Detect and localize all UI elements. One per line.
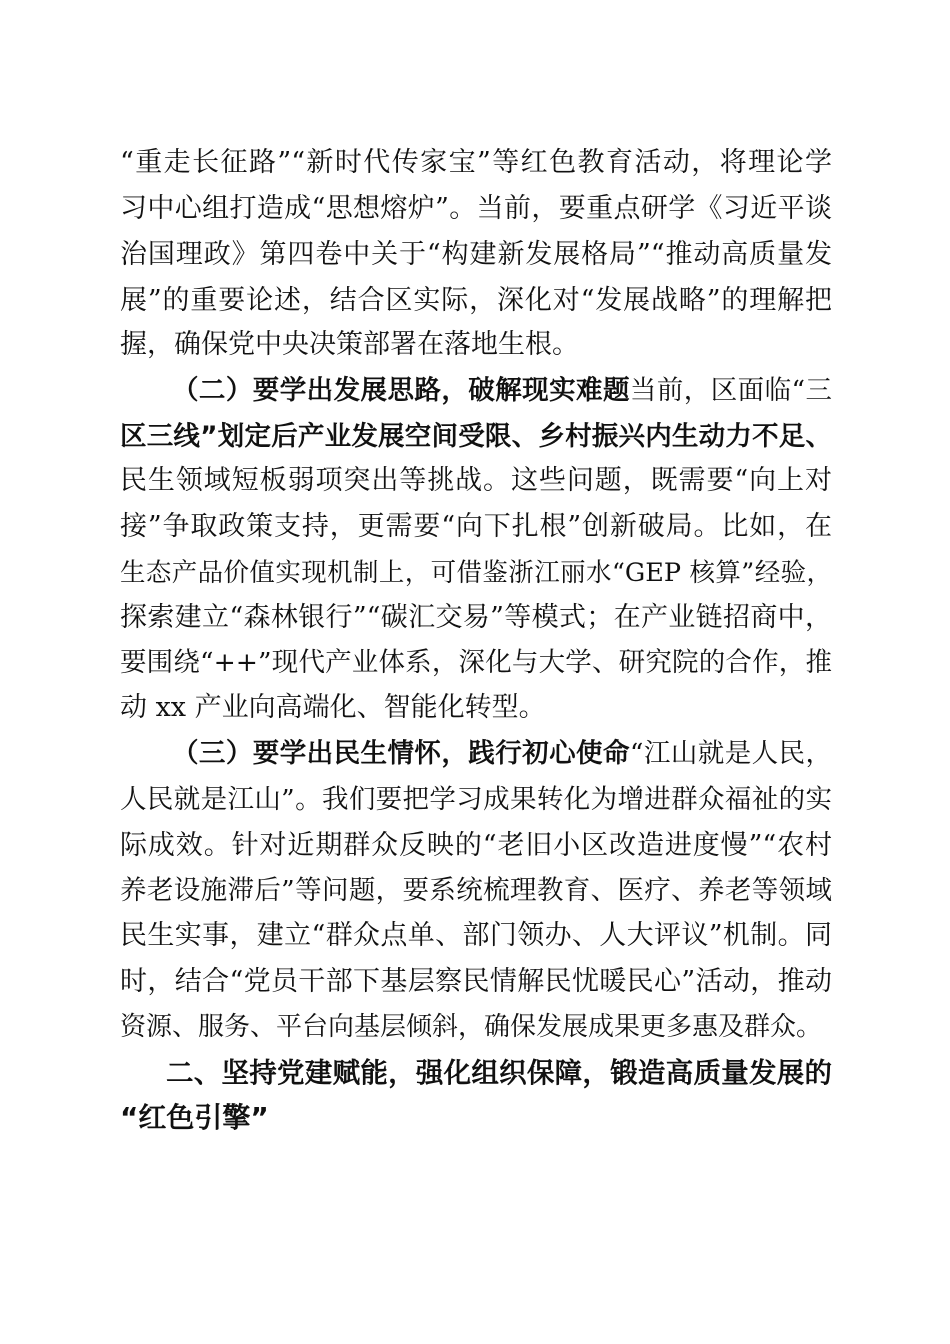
text-line: 习中心组打造成“思想熔炉”。当前，要重点研学《习近平谈 <box>120 193 832 224</box>
section-heading-line: “红色引擎” <box>120 1101 269 1134</box>
text-line: 际成效。针对近期群众反映的“老旧小区改造进度慢”“农村 <box>120 830 832 861</box>
text-run: 当前，区面临“三 <box>629 375 832 406</box>
text-line: 握，确保党中央决策部署在落地生根。 <box>120 329 579 360</box>
text-run: “江山就是人民， <box>629 738 832 769</box>
text-line: 区三线”划定后产业发展空间受限、乡村振兴内生动力不足、 <box>120 421 832 452</box>
subheading-run: （三）要学出民生情怀，践行初心使命 <box>172 738 630 769</box>
text-line: 生态产品价值实现机制上，可借鉴浙江丽水“GEP 核算”经验， <box>120 558 832 588</box>
text-line: 动 xx 产业向高端化、智能化转型。 <box>120 692 546 723</box>
section-heading-line: 二、坚持党建赋能，强化组织保障，锻造高质量发展的 <box>166 1057 832 1089</box>
paragraph-first-line <box>172 736 832 772</box>
text-line: 资源、服务、平台向基层倾斜，确保发展成果更多惠及群众。 <box>120 1012 823 1042</box>
text-line: 展”的重要论述，结合区实际，深化对“发展战略”的理解把 <box>120 285 832 316</box>
paragraph-first-line <box>172 373 832 409</box>
text-line: 治国理政》第四卷中关于“构建新发展格局”“推动高质量发 <box>120 239 832 270</box>
subheading-run: （二）要学出发展思路，破解现实难题 <box>172 375 630 406</box>
text-line: “重走长征路”“新时代传家宝”等红色教育活动，将理论学 <box>120 147 832 178</box>
text-line: 民生实事，建立“群众点单、部门领办、人大评议”机制。同 <box>120 920 832 951</box>
text-line: 接”争取政策支持，更需要“向下扎根”创新破局。比如，在 <box>120 511 832 542</box>
text-line: 时，结合“党员干部下基层察民情解民忧暖民心”活动，推动 <box>120 966 832 997</box>
text-line: 养老设施滞后”等问题，要系统梳理教育、医疗、养老等领域 <box>120 875 832 906</box>
text-line: 人民就是江山”。我们要把学习成果转化为增进群众福祉的实 <box>120 784 832 815</box>
text-line: 要围绕“++”现代产业体系，深化与大学、研究院的合作，推 <box>120 647 832 678</box>
text-line: 民生领域短板弱项突出等挑战。这些问题，既需要“向上对 <box>120 465 832 496</box>
text-line: 探索建立“森林银行”“碳汇交易”等模式；在产业链招商中， <box>120 602 832 633</box>
